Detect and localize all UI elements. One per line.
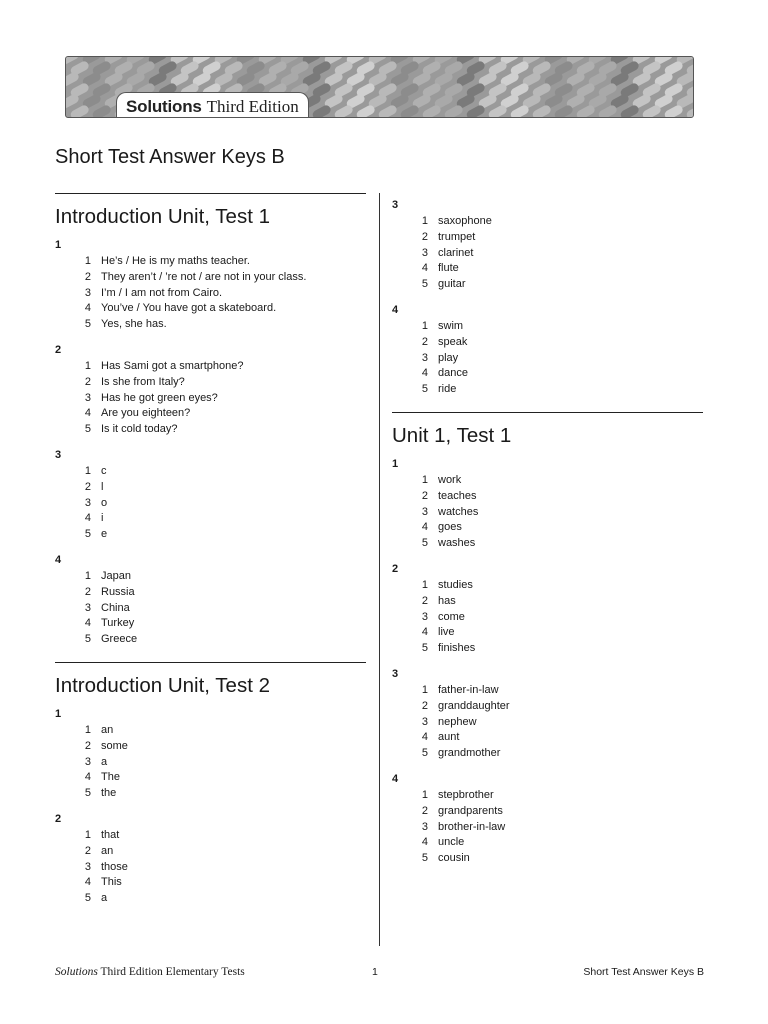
answer-text: cousin (438, 852, 470, 865)
exercise-number: 4 (392, 303, 399, 316)
answer-item (55, 270, 366, 286)
banner-capsule (685, 104, 694, 118)
answer-item (392, 578, 703, 594)
answer-text: dance (438, 367, 468, 380)
answer-number: 4 (84, 617, 91, 630)
answer-number: 4 (421, 731, 428, 744)
answer-number: 5 (421, 278, 428, 291)
brand-logo (116, 92, 309, 118)
answer-text: a (101, 755, 108, 768)
exercise-number: 1 (55, 239, 62, 251)
answer-item (55, 755, 366, 771)
answer-item (392, 351, 703, 367)
answer-number: 3 (421, 505, 428, 518)
answer-text: Are you eighteen? (101, 407, 191, 420)
answer-text: c (101, 464, 107, 477)
exercise-number: 1 (55, 707, 62, 720)
answer-item (55, 723, 366, 739)
answer-text: aunt (438, 731, 460, 744)
answer-text: play (438, 351, 459, 364)
answer-item (392, 536, 703, 552)
answer-item (392, 473, 703, 489)
answer-item (392, 804, 703, 820)
answer-number: 3 (421, 351, 428, 364)
answer-item (55, 585, 366, 601)
answer-text: a (101, 892, 108, 905)
answer-text: o (101, 496, 108, 509)
answer-number: 1 (421, 683, 428, 696)
answer-number: 3 (421, 246, 428, 259)
answer-number: 3 (421, 715, 428, 728)
test-section (55, 662, 366, 907)
answer-number: 3 (421, 610, 428, 623)
column-divider (379, 193, 380, 946)
answer-item (55, 511, 366, 527)
answer-text: I’m / I am not from Cairo. (101, 286, 223, 299)
answer-text: Japan (101, 569, 131, 582)
answer-item (392, 594, 703, 610)
answer-number: 2 (421, 699, 428, 712)
test-section (55, 193, 366, 648)
answer-text: They aren’t / ’re not / are not in your class. (101, 270, 307, 283)
answer-number: 1 (84, 569, 91, 582)
exercise (55, 448, 366, 543)
answer-item (392, 641, 703, 657)
answer-number: 1 (84, 723, 91, 736)
answer-text: some (101, 739, 128, 752)
answer-item (55, 359, 366, 375)
answer-number: 4 (421, 262, 428, 275)
answer-text: brother-in-law (438, 820, 506, 833)
answer-list (392, 319, 703, 398)
answer-number: 5 (421, 383, 428, 396)
answer-number: 4 (421, 626, 428, 639)
answer-text: the (101, 787, 117, 800)
answer-text: goes (438, 521, 462, 534)
answer-item (392, 382, 703, 398)
answer-item (55, 828, 366, 844)
answer-item (55, 375, 366, 391)
left-column (55, 193, 366, 917)
answer-number: 1 (84, 359, 91, 372)
answer-item (392, 489, 703, 505)
answer-text: nephew (438, 715, 477, 728)
answer-number: 2 (421, 594, 428, 607)
exercise (55, 707, 366, 802)
answer-list (55, 464, 366, 543)
exercise (55, 553, 366, 648)
answer-text: finishes (438, 642, 476, 655)
answer-text: Is she from Italy? (101, 375, 185, 388)
answer-text: washes (438, 537, 476, 550)
page-title: Short Test Answer Keys B (55, 146, 285, 168)
exercise (392, 457, 703, 552)
answer-text: This (101, 876, 122, 889)
answer-number: 2 (84, 375, 91, 388)
answer-number: 3 (84, 496, 91, 509)
answer-text: saxophone (438, 215, 492, 227)
exercise (392, 303, 703, 398)
answer-item (55, 527, 366, 543)
exercise (55, 343, 366, 438)
answer-number: 4 (421, 836, 428, 849)
answer-text: clarinet (438, 246, 474, 259)
answer-item (55, 891, 366, 907)
answer-text: teaches (438, 489, 477, 502)
answer-number: 3 (84, 601, 91, 614)
answer-list (55, 254, 366, 333)
footer-source-italic: Solutions (55, 966, 98, 978)
answer-item (392, 261, 703, 277)
answer-list (55, 569, 366, 648)
answer-item (392, 683, 703, 699)
header-banner (65, 56, 694, 118)
answer-text: e (101, 528, 108, 541)
answer-number: 3 (84, 391, 91, 404)
exercise-number: 4 (392, 772, 399, 785)
answer-text: He’s / He is my maths teacher. (101, 255, 250, 267)
answer-item (392, 319, 703, 335)
right-column (392, 198, 703, 877)
answer-item (55, 616, 366, 632)
answer-text: Turkey (101, 617, 135, 630)
answer-item (55, 391, 366, 407)
answer-number: 5 (84, 318, 91, 331)
answer-number: 5 (84, 787, 91, 800)
answer-item (392, 520, 703, 536)
answer-text: China (101, 601, 130, 614)
answer-item (55, 480, 366, 496)
answer-number: 1 (421, 788, 428, 801)
answer-number: 5 (421, 747, 428, 760)
answer-number: 3 (84, 860, 91, 873)
answer-text: an (101, 723, 114, 736)
answer-number: 2 (84, 480, 91, 493)
answer-list (55, 359, 366, 438)
answer-text: l (101, 480, 104, 493)
answer-item (392, 505, 703, 521)
answer-text: Has Sami got a smartphone? (101, 359, 244, 372)
answer-number: 2 (421, 489, 428, 502)
answer-number: 5 (84, 528, 91, 541)
answer-item (55, 422, 366, 438)
answer-item (392, 625, 703, 641)
answer-number: 4 (84, 407, 91, 420)
answer-list (55, 723, 366, 802)
answer-item (55, 844, 366, 860)
test-title: Unit 1, Test 1 (392, 423, 512, 447)
answer-number: 4 (84, 512, 91, 525)
answer-item (55, 601, 366, 617)
test-section (392, 412, 703, 867)
answer-item (392, 835, 703, 851)
answer-item (55, 860, 366, 876)
exercise-number: 1 (392, 457, 399, 470)
answer-text: watches (438, 505, 479, 518)
answer-item (55, 464, 366, 480)
answer-list (392, 683, 703, 762)
answer-text: work (438, 473, 462, 486)
answer-number: 2 (84, 585, 91, 598)
answer-list (392, 473, 703, 552)
answer-item (392, 788, 703, 804)
answer-item (55, 254, 366, 270)
answer-number: 4 (84, 771, 91, 784)
exercise (392, 198, 703, 293)
answer-number: 2 (84, 270, 91, 283)
answer-text: studies (438, 578, 473, 591)
answer-number: 3 (421, 820, 428, 833)
exercise-number: 3 (55, 448, 62, 461)
answer-item (392, 715, 703, 731)
answer-number: 1 (421, 473, 428, 486)
footer-source-rest: Third Edition Elementary Tests (97, 966, 245, 978)
answer-item (55, 496, 366, 512)
answer-number: 5 (421, 852, 428, 865)
answer-item (392, 820, 703, 836)
answer-number: 5 (84, 892, 91, 905)
brand-edition: Third Edition (206, 96, 299, 116)
answer-item (392, 746, 703, 762)
exercise-number: 4 (55, 553, 62, 566)
answer-text: guitar (438, 278, 466, 291)
answer-text: ride (438, 383, 457, 396)
exercise-number: 3 (392, 199, 399, 211)
answer-text: Yes, she has. (101, 318, 167, 331)
answer-number: 4 (84, 302, 91, 315)
answer-list (392, 788, 703, 867)
exercise (55, 812, 366, 907)
answer-item (392, 335, 703, 351)
answer-text: You’ve / You have got a skateboard. (101, 302, 277, 315)
answer-text: i (101, 512, 104, 525)
answer-text: flute (438, 262, 459, 275)
test-section (392, 198, 703, 398)
answer-item (392, 214, 703, 230)
answer-item (55, 569, 366, 585)
exercise-number: 2 (392, 562, 399, 575)
answer-text: Greece (101, 633, 138, 646)
answer-number: 3 (84, 755, 91, 768)
exercise-number: 2 (55, 812, 62, 825)
answer-list (392, 578, 703, 657)
answer-number: 2 (84, 844, 91, 857)
answer-text: grandmother (438, 747, 501, 760)
answer-list (55, 828, 366, 907)
answer-number: 2 (421, 335, 428, 348)
answer-number: 1 (84, 828, 91, 841)
answer-number: 2 (84, 739, 91, 752)
answer-text: granddaughter (438, 699, 510, 712)
answer-item (55, 406, 366, 422)
answer-text: uncle (438, 836, 465, 849)
test-title: Introduction Unit, Test 1 (55, 205, 270, 228)
answer-item (55, 632, 366, 648)
answer-text: The (101, 771, 120, 784)
answer-number: 1 (84, 464, 91, 477)
answer-number: 1 (421, 578, 428, 591)
answer-number: 4 (421, 367, 428, 380)
answer-item (55, 301, 366, 317)
answer-text: Has he got green eyes? (101, 391, 218, 404)
answer-text: speak (438, 335, 468, 348)
answer-item (392, 277, 703, 293)
footer-page-number: 1 (372, 966, 378, 978)
answer-item (55, 739, 366, 755)
answer-text: father-in-law (438, 683, 499, 696)
brand-name: Solutions (126, 96, 202, 116)
answer-item (55, 317, 366, 333)
answer-number: 3 (84, 286, 91, 299)
answer-text: those (101, 860, 128, 873)
answer-list (392, 214, 703, 293)
answer-number: 5 (84, 423, 91, 436)
answer-item (392, 366, 703, 382)
answer-number: 1 (421, 319, 428, 332)
answer-number: 1 (84, 255, 91, 267)
answer-text: that (101, 828, 120, 841)
exercise (392, 772, 703, 867)
exercise (55, 238, 366, 333)
answer-number: 1 (421, 215, 428, 227)
answer-text: has (438, 594, 456, 607)
answer-text: trumpet (438, 230, 476, 243)
answer-item (55, 286, 366, 302)
answer-number: 2 (421, 230, 428, 243)
answer-number: 5 (421, 642, 428, 655)
answer-item (55, 875, 366, 891)
answer-item (392, 730, 703, 746)
answer-number: 4 (421, 521, 428, 534)
answer-number: 2 (421, 804, 428, 817)
answer-item (392, 610, 703, 626)
answer-text: grandparents (438, 804, 503, 817)
answer-text: live (438, 626, 455, 639)
answer-item (392, 851, 703, 867)
exercise-number: 2 (55, 343, 62, 356)
answer-text: stepbrother (438, 788, 494, 801)
answer-number: 5 (84, 633, 91, 646)
test-title: Introduction Unit, Test 2 (55, 673, 270, 697)
answer-item (55, 786, 366, 802)
answer-text: come (438, 610, 465, 623)
exercise-number: 3 (392, 667, 399, 680)
answer-text: an (101, 844, 114, 857)
exercise (392, 667, 703, 762)
exercise (392, 562, 703, 657)
answer-item (55, 770, 366, 786)
answer-item (392, 246, 703, 262)
answer-number: 5 (421, 537, 428, 550)
answer-text: swim (438, 319, 464, 332)
answer-text: Is it cold today? (101, 423, 178, 436)
footer-doc-name: Short Test Answer Keys B (583, 966, 704, 978)
answer-item (392, 699, 703, 715)
answer-item (392, 230, 703, 246)
footer-source (55, 966, 245, 978)
answer-text: Russia (101, 585, 135, 598)
answer-number: 4 (84, 876, 91, 889)
